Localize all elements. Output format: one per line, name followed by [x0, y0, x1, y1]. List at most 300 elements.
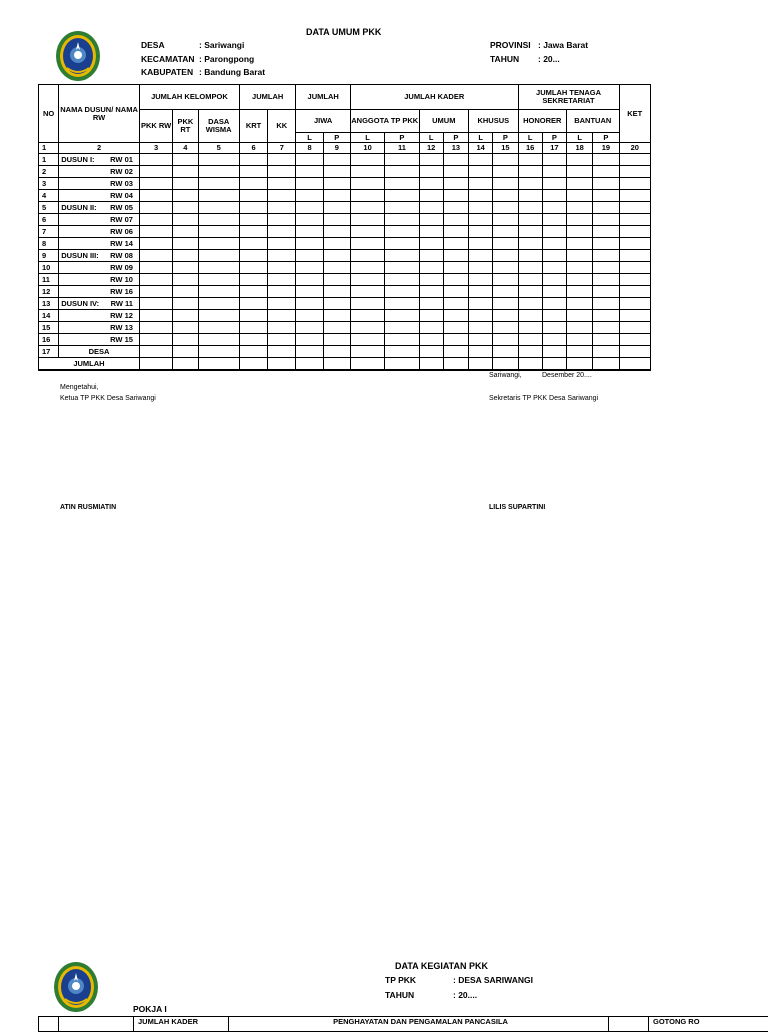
column-number: 6: [239, 143, 267, 154]
empty-cell: [493, 346, 518, 358]
empty-cell: [443, 250, 468, 262]
empty-cell: [469, 238, 493, 250]
empty-cell: [296, 214, 323, 226]
row-dusun-rw: [59, 286, 140, 298]
empty-cell: [469, 166, 493, 178]
empty-cell: [619, 214, 650, 226]
header-bantuan: BANTUAN: [566, 110, 619, 133]
column-number: 16: [518, 143, 542, 154]
header-cell-empty: [59, 1017, 134, 1032]
empty-cell: [198, 262, 239, 274]
empty-cell: [593, 298, 619, 310]
row-rw-label: RW 11: [111, 300, 135, 308]
empty-cell: [323, 226, 350, 238]
empty-cell: [593, 178, 619, 190]
empty-cell: [268, 274, 296, 286]
empty-cell: [296, 262, 323, 274]
empty-cell: [268, 262, 296, 274]
empty-cell: [493, 262, 518, 274]
empty-cell: [518, 334, 542, 346]
empty-cell: [173, 286, 198, 298]
empty-cell: [198, 238, 239, 250]
table-row: [39, 226, 651, 238]
row-rw-label: RW 14: [110, 240, 135, 248]
row-no: 15: [39, 322, 59, 334]
empty-cell: [198, 274, 239, 286]
empty-cell: [566, 154, 592, 166]
empty-cell: [419, 310, 443, 322]
empty-cell: [493, 166, 518, 178]
row-dusun-rw: [59, 298, 140, 310]
empty-cell: [139, 238, 172, 250]
empty-cell: [443, 322, 468, 334]
table-row: [39, 310, 651, 322]
row-no: 9: [39, 250, 59, 262]
header-kk: KK: [268, 110, 296, 143]
table-row: [39, 262, 651, 274]
empty-cell: [469, 214, 493, 226]
empty-cell: [593, 238, 619, 250]
empty-cell: [323, 250, 350, 262]
sign-ketua-title: Ketua TP PKK Desa Sariwangi: [60, 395, 156, 402]
empty-cell: [443, 238, 468, 250]
empty-cell: [385, 346, 419, 358]
empty-cell: [542, 202, 566, 214]
empty-cell: [385, 214, 419, 226]
row-dusun-rw: [59, 250, 140, 262]
empty-cell: [139, 346, 172, 358]
empty-cell: [198, 226, 239, 238]
empty-cell: [419, 274, 443, 286]
empty-cell: [542, 286, 566, 298]
empty-cell: [619, 334, 650, 346]
column-number: 11: [385, 143, 419, 154]
row-dusun-rw: [59, 190, 140, 202]
empty-cell: [542, 190, 566, 202]
column-number: 10: [350, 143, 384, 154]
column-number-row: [39, 143, 651, 154]
empty-cell: [469, 274, 493, 286]
empty-cell: [542, 226, 566, 238]
header-cell-empty: [609, 1017, 649, 1032]
empty-cell: [518, 274, 542, 286]
empty-cell: [443, 178, 468, 190]
empty-cell: [350, 226, 384, 238]
column-number: 13: [443, 143, 468, 154]
column-number: 19: [593, 143, 619, 154]
empty-cell: [385, 322, 419, 334]
empty-cell: [239, 190, 267, 202]
empty-cell: [619, 226, 650, 238]
row-dusun-rw: [59, 262, 140, 274]
empty-cell: [443, 190, 468, 202]
empty-cell: [493, 190, 518, 202]
column-number: 18: [566, 143, 592, 154]
empty-cell: [296, 358, 323, 371]
empty-cell: [518, 214, 542, 226]
empty-cell: [619, 154, 650, 166]
column-number: 5: [198, 143, 239, 154]
pkk-emblem-logo: [55, 30, 101, 82]
row-rw-label: RW 04: [110, 192, 135, 200]
empty-cell: [493, 214, 518, 226]
empty-cell: [198, 154, 239, 166]
empty-cell: [593, 214, 619, 226]
row-dusun-rw: [59, 166, 140, 178]
empty-cell: [350, 262, 384, 274]
empty-cell: [566, 322, 592, 334]
empty-cell: [493, 238, 518, 250]
header-jumlah-kader: JUMLAH KADER: [350, 85, 518, 110]
header-penghayatan: PENGHAYATAN DAN PENGAMALAN PANCASILA: [229, 1017, 609, 1032]
empty-cell: [323, 334, 350, 346]
empty-cell: [419, 238, 443, 250]
empty-cell: [469, 298, 493, 310]
table-row: [39, 154, 651, 166]
empty-cell: [469, 334, 493, 346]
row-dusun-label: DUSUN I:: [61, 156, 94, 164]
empty-cell: [493, 358, 518, 371]
empty-cell: [542, 298, 566, 310]
row-rw-label: RW 01: [110, 156, 135, 164]
empty-cell: [296, 190, 323, 202]
empty-cell: [619, 346, 650, 358]
meta-tahun: TAHUN : 20...: [490, 54, 560, 64]
empty-cell: [619, 238, 650, 250]
row-rw-label: RW 08: [110, 252, 135, 260]
empty-cell: [385, 154, 419, 166]
empty-cell: [385, 310, 419, 322]
table-row: [39, 202, 651, 214]
empty-cell: [419, 334, 443, 346]
table-row: [39, 166, 651, 178]
empty-cell: [350, 310, 384, 322]
empty-cell: [443, 298, 468, 310]
column-number: 2: [59, 143, 140, 154]
empty-cell: [593, 262, 619, 274]
header-pkk-rw: PKK RW: [139, 110, 172, 143]
row-dusun-label: DUSUN II:: [61, 204, 96, 212]
empty-cell: [419, 166, 443, 178]
empty-cell: [566, 178, 592, 190]
empty-cell: [350, 322, 384, 334]
empty-cell: [419, 262, 443, 274]
header-jumlah-1: JUMLAH: [239, 85, 296, 110]
empty-cell: [173, 214, 198, 226]
row-no: 3: [39, 178, 59, 190]
empty-cell: [198, 166, 239, 178]
empty-cell: [385, 274, 419, 286]
empty-cell: [493, 274, 518, 286]
empty-cell: [323, 214, 350, 226]
empty-cell: [593, 310, 619, 322]
empty-cell: [593, 274, 619, 286]
table-row: [39, 190, 651, 202]
empty-cell: [542, 166, 566, 178]
empty-cell: [619, 274, 650, 286]
empty-cell: [350, 214, 384, 226]
empty-cell: [173, 154, 198, 166]
header-ket: KET: [619, 85, 650, 143]
empty-cell: [198, 334, 239, 346]
empty-cell: [323, 262, 350, 274]
empty-cell: [239, 214, 267, 226]
empty-cell: [493, 286, 518, 298]
sign-mengetahui: Mengetahui,: [60, 384, 99, 391]
header-anggota: ANGGOTA TP PKK: [350, 110, 419, 133]
row-no: 5: [39, 202, 59, 214]
empty-cell: [296, 274, 323, 286]
date-text: Desember 20....: [542, 372, 592, 379]
row-dusun-rw: [59, 322, 140, 334]
empty-cell: [469, 178, 493, 190]
empty-cell: [493, 202, 518, 214]
empty-cell: [139, 178, 172, 190]
empty-cell: [593, 202, 619, 214]
empty-cell: [350, 358, 384, 371]
row-no: 1: [39, 154, 59, 166]
empty-cell: [469, 190, 493, 202]
empty-cell: [173, 358, 198, 371]
empty-cell: [493, 310, 518, 322]
row-dusun-label: DUSUN III:: [61, 252, 99, 260]
row-dusun-rw: [59, 334, 140, 346]
empty-cell: [139, 190, 172, 202]
header-khusus: KHUSUS: [469, 110, 519, 133]
empty-cell: [518, 262, 542, 274]
empty-cell: [493, 178, 518, 190]
header-p: P: [542, 133, 566, 143]
empty-cell: [239, 250, 267, 262]
column-number: 12: [419, 143, 443, 154]
empty-cell: [139, 250, 172, 262]
empty-cell: [419, 286, 443, 298]
doc2-meta-tahun: TAHUN : 20....: [385, 990, 477, 1000]
empty-cell: [385, 250, 419, 262]
empty-cell: [268, 190, 296, 202]
empty-cell: [566, 334, 592, 346]
empty-cell: [419, 250, 443, 262]
empty-cell: [493, 298, 518, 310]
row-dusun-rw: [59, 274, 140, 286]
header-p: P: [323, 133, 350, 143]
empty-cell: [542, 346, 566, 358]
empty-cell: [296, 334, 323, 346]
column-number: 8: [296, 143, 323, 154]
empty-cell: [296, 346, 323, 358]
empty-cell: [268, 226, 296, 238]
table-row: [39, 298, 651, 310]
empty-cell: [296, 166, 323, 178]
column-number: 1: [39, 143, 59, 154]
signatory-sekretaris-name: LILIS SUPARTINI: [489, 504, 545, 511]
table-row: [39, 238, 651, 250]
empty-cell: [323, 298, 350, 310]
table-row: [39, 214, 651, 226]
empty-cell: [593, 334, 619, 346]
empty-cell: [173, 202, 198, 214]
empty-cell: [198, 298, 239, 310]
row-dusun-rw: [59, 310, 140, 322]
row-no: 13: [39, 298, 59, 310]
empty-cell: [619, 262, 650, 274]
empty-cell: [593, 166, 619, 178]
empty-cell: [198, 310, 239, 322]
empty-cell: [593, 190, 619, 202]
empty-cell: [139, 214, 172, 226]
empty-cell: [566, 166, 592, 178]
empty-cell: [443, 262, 468, 274]
empty-cell: [323, 202, 350, 214]
empty-cell: [566, 358, 592, 371]
empty-cell: [518, 250, 542, 262]
empty-cell: [619, 286, 650, 298]
empty-cell: [323, 178, 350, 190]
empty-cell: [619, 178, 650, 190]
empty-cell: [173, 238, 198, 250]
header-dasa-wisma: DASA WISMA: [198, 110, 239, 143]
empty-cell: [139, 166, 172, 178]
empty-cell: [268, 322, 296, 334]
empty-cell: [542, 250, 566, 262]
empty-cell: [296, 178, 323, 190]
empty-cell: [323, 346, 350, 358]
empty-cell: [443, 346, 468, 358]
empty-cell: [139, 274, 172, 286]
empty-cell: [443, 334, 468, 346]
empty-cell: [619, 190, 650, 202]
empty-cell: [268, 166, 296, 178]
row-no: 12: [39, 286, 59, 298]
empty-cell: [323, 274, 350, 286]
empty-cell: [542, 262, 566, 274]
row-no: 11: [39, 274, 59, 286]
table-row-jumlah: [39, 358, 651, 371]
empty-cell: [419, 178, 443, 190]
empty-cell: [593, 322, 619, 334]
empty-cell: [443, 166, 468, 178]
empty-cell: [198, 190, 239, 202]
header-pkk-rt: PKK RT: [173, 110, 198, 143]
empty-cell: [542, 238, 566, 250]
data-umum-table: [38, 84, 651, 371]
header-l: L: [518, 133, 542, 143]
empty-cell: [239, 274, 267, 286]
row-no: 6: [39, 214, 59, 226]
header-jumlah-tenaga: JUMLAH TENAGA SEKRETARIAT: [518, 85, 619, 110]
header-l: L: [469, 133, 493, 143]
empty-cell: [542, 322, 566, 334]
empty-cell: [566, 298, 592, 310]
empty-cell: [566, 250, 592, 262]
empty-cell: [350, 298, 384, 310]
empty-cell: [296, 154, 323, 166]
empty-cell: [323, 154, 350, 166]
header-p: P: [385, 133, 419, 143]
empty-cell: [350, 346, 384, 358]
empty-cell: [385, 166, 419, 178]
empty-cell: [566, 202, 592, 214]
row-no: 16: [39, 334, 59, 346]
empty-cell: [139, 226, 172, 238]
pkk-emblem-logo: [53, 961, 99, 1013]
empty-cell: [566, 310, 592, 322]
empty-cell: [385, 190, 419, 202]
header-no: NO: [39, 85, 59, 143]
empty-cell: [385, 334, 419, 346]
row-jumlah-label: JUMLAH: [39, 358, 140, 371]
empty-cell: [542, 358, 566, 371]
header-umum: UMUM: [419, 110, 468, 133]
empty-cell: [296, 322, 323, 334]
empty-cell: [566, 262, 592, 274]
table-row: [39, 250, 651, 262]
empty-cell: [198, 358, 239, 371]
empty-cell: [469, 322, 493, 334]
empty-cell: [139, 334, 172, 346]
empty-cell: [173, 310, 198, 322]
empty-cell: [323, 190, 350, 202]
empty-cell: [469, 286, 493, 298]
empty-cell: [619, 310, 650, 322]
date-place: Sariwangi,: [489, 372, 522, 379]
empty-cell: [239, 322, 267, 334]
empty-cell: [385, 178, 419, 190]
empty-cell: [268, 250, 296, 262]
empty-cell: [173, 334, 198, 346]
empty-cell: [469, 358, 493, 371]
empty-cell: [443, 286, 468, 298]
empty-cell: [518, 202, 542, 214]
empty-cell: [619, 166, 650, 178]
row-no: 7: [39, 226, 59, 238]
header-jumlah-kelompok: JUMLAH KELOMPOK: [139, 85, 239, 110]
doc2-meta-tp-pkk: TP PKK : DESA SARIWANGI: [385, 975, 533, 985]
empty-cell: [469, 262, 493, 274]
empty-cell: [518, 190, 542, 202]
empty-cell: [443, 274, 468, 286]
empty-cell: [296, 202, 323, 214]
empty-cell: [469, 250, 493, 262]
empty-cell: [385, 262, 419, 274]
empty-cell: [173, 322, 198, 334]
empty-cell: [323, 310, 350, 322]
empty-cell: [469, 202, 493, 214]
empty-cell: [323, 166, 350, 178]
empty-cell: [239, 154, 267, 166]
empty-cell: [443, 358, 468, 371]
empty-cell: [566, 346, 592, 358]
empty-cell: [593, 358, 619, 371]
row-rw-label: RW 06: [110, 228, 135, 236]
empty-cell: [239, 166, 267, 178]
empty-cell: [518, 238, 542, 250]
empty-cell: [173, 226, 198, 238]
header-nama-dusun: NAMA DUSUN/ NAMA RW: [59, 85, 140, 143]
empty-cell: [173, 298, 198, 310]
empty-cell: [542, 274, 566, 286]
empty-cell: [493, 250, 518, 262]
empty-cell: [619, 250, 650, 262]
empty-cell: [296, 226, 323, 238]
empty-cell: [350, 286, 384, 298]
empty-cell: [268, 238, 296, 250]
empty-cell: [268, 334, 296, 346]
empty-cell: [350, 334, 384, 346]
header-gotong-royong: GOTONG RO: [649, 1017, 768, 1032]
empty-cell: [566, 274, 592, 286]
empty-cell: [385, 238, 419, 250]
